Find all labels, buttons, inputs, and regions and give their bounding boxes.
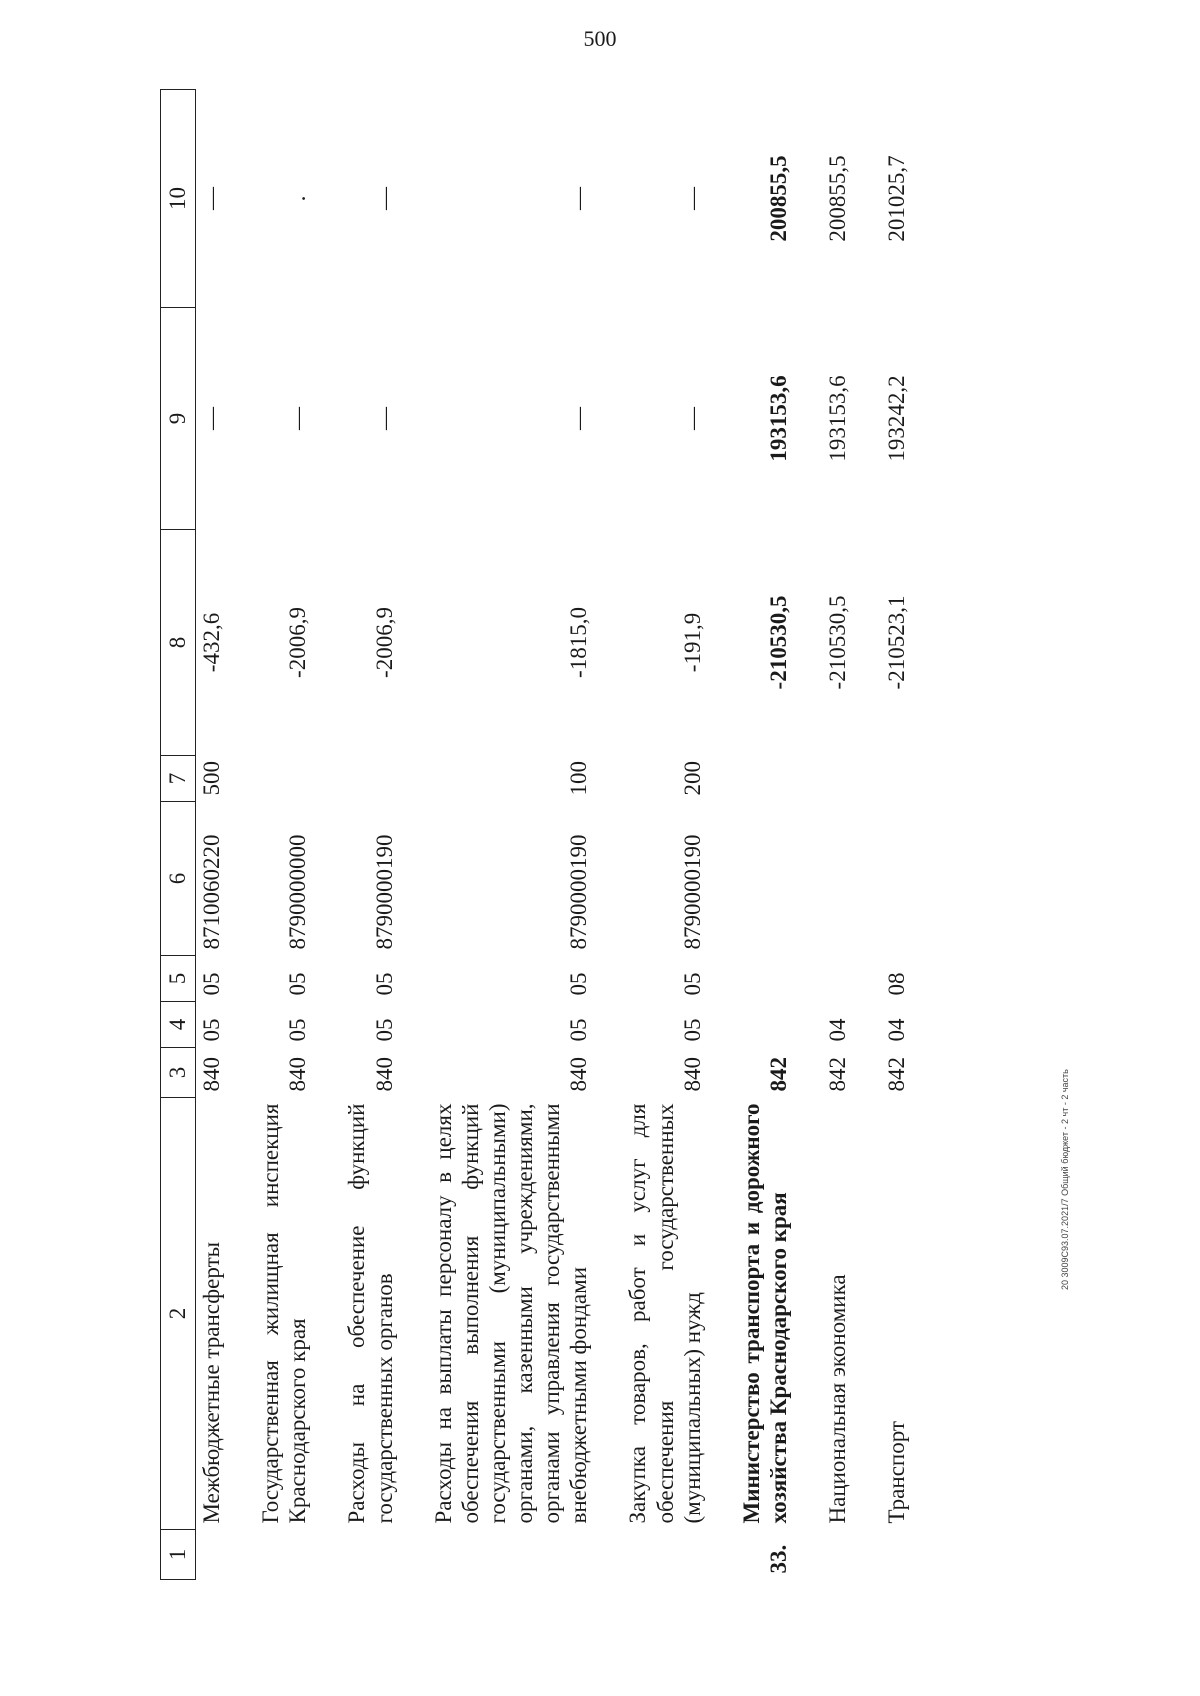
code-ministry: 842 (884, 1057, 910, 1092)
amount-col-9: — (566, 407, 592, 430)
code-target (728, 802, 814, 956)
row-number (873, 1530, 932, 1580)
code-expense-type: 100 (566, 761, 592, 796)
code-ministry: 840 (566, 1057, 592, 1092)
code-target (814, 802, 873, 956)
code-section: 05 (566, 1018, 592, 1042)
code-ministry: 842 (825, 1057, 850, 1092)
table-row (728, 90, 814, 1580)
code-subsection: 08 (884, 972, 910, 996)
rotated-table-container (160, 90, 1160, 1580)
col-header-5: 5 (161, 956, 196, 1002)
col-header-4: 4 (161, 1002, 196, 1048)
table-row (196, 90, 248, 1580)
amount-col-8: -210530,5 (765, 595, 791, 690)
code-target (873, 802, 932, 956)
code-target: 8790000190 (679, 834, 705, 950)
row-name: Министерство транспорта и дорожного хозяйства Краснодарского края (738, 1103, 791, 1524)
col-header-8: 8 (161, 530, 196, 756)
amount-col-10: — (199, 187, 224, 210)
amount-col-9: 193153,6 (765, 375, 791, 462)
col-header-3: 3 (161, 1048, 196, 1098)
row-name: Транспорт (884, 1421, 910, 1524)
code-target: 8790000000 (285, 834, 311, 950)
amount-col-10: 200855,5 (765, 155, 791, 242)
col-header-6: 6 (161, 802, 196, 956)
budget-table (160, 89, 932, 1580)
col-header-1: 1 (161, 1530, 196, 1580)
code-subsection: 05 (285, 972, 311, 996)
code-subsection (728, 956, 814, 1002)
amount-col-8: -210523,1 (884, 595, 910, 690)
code-target: 8710060220 (199, 834, 224, 950)
amount-col-10: — (566, 187, 592, 210)
amount-col-8: -2006,9 (285, 607, 311, 678)
table-row (247, 90, 333, 1580)
row-number (614, 1530, 727, 1580)
header-row (161, 90, 196, 1580)
amount-col-9: — (371, 407, 397, 430)
row-name: Расходы на обеспечение функций государственных органов (344, 1103, 397, 1524)
code-ministry: 840 (199, 1057, 224, 1092)
row-number (814, 1530, 873, 1580)
col-header-7: 7 (161, 756, 196, 802)
code-target: 8790000190 (566, 834, 592, 950)
amount-col-10: — (679, 187, 705, 210)
code-ministry: 840 (285, 1057, 311, 1092)
code-section: 05 (371, 1018, 397, 1042)
row-number (333, 1530, 419, 1580)
page-number: 500 (583, 26, 617, 51)
row-number: 33. (765, 1544, 791, 1574)
code-expense-type (814, 756, 873, 802)
row-name: Государственная жилищная инспекция Краснодарского края (258, 1103, 311, 1524)
code-section: 04 (884, 1018, 910, 1042)
code-expense-type (873, 756, 932, 802)
amount-col-9: 193242,2 (884, 375, 910, 462)
amount-col-10: . (285, 195, 311, 202)
code-target: 8790000190 (371, 834, 397, 950)
code-expense-type (333, 756, 419, 802)
table-row (873, 90, 932, 1580)
code-expense-type (728, 756, 814, 802)
code-subsection: 05 (679, 972, 705, 996)
row-name: Расходы на выплаты персоналу в целях обеспечения выполнения функций государственными (муниципальными) органами, казенными учреждениями, органами управления государственными внебюджетными фондами (430, 1103, 592, 1524)
code-expense-type: 500 (199, 761, 224, 796)
code-ministry: 840 (371, 1057, 397, 1092)
amount-col-8: -2006,9 (371, 607, 397, 678)
code-subsection: 05 (371, 972, 397, 996)
code-section: 05 (199, 1018, 224, 1042)
row-number (420, 1530, 615, 1580)
row-name: Межбюджетные трансферты (199, 1241, 224, 1524)
code-subsection: 05 (199, 972, 224, 996)
amount-col-9: — (199, 407, 224, 430)
row-name: Закупка товаров, работ и услуг для обеспечения государственных (муниципальных) нужд (625, 1103, 705, 1524)
code-subsection: 05 (566, 972, 592, 996)
col-header-10: 10 (161, 90, 196, 308)
row-number (196, 1530, 248, 1580)
row-name: Национальная экономика (825, 1274, 850, 1524)
footer-file-reference: 20 3009С93.07.2021/7 Общий бюджет - 2 чт - 2 часть (1060, 1069, 1070, 1290)
table-row (814, 90, 873, 1580)
amount-col-10: 201025,7 (884, 155, 910, 242)
code-section: 05 (285, 1018, 311, 1042)
code-expense-type: 200 (679, 761, 705, 796)
code-section: 05 (679, 1018, 705, 1042)
code-ministry: 840 (679, 1057, 705, 1092)
code-section (728, 1002, 814, 1048)
table-row (420, 90, 615, 1580)
code-ministry: 842 (765, 1057, 791, 1092)
table-row (333, 90, 419, 1580)
amount-col-8: -210530,5 (825, 595, 850, 690)
amount-col-8: -432,6 (199, 612, 224, 673)
table-row (614, 90, 727, 1580)
col-header-9: 9 (161, 308, 196, 530)
amount-col-9: — (285, 407, 311, 430)
amount-col-9: 193153,6 (825, 375, 850, 462)
col-header-2: 2 (161, 1098, 196, 1530)
code-subsection (814, 956, 873, 1002)
amount-col-9: — (679, 407, 705, 430)
amount-col-8: -191,9 (679, 612, 705, 673)
row-number (247, 1530, 333, 1580)
amount-col-10: 200855,5 (825, 155, 850, 242)
amount-col-8: -1815,0 (566, 607, 592, 678)
code-expense-type (247, 756, 333, 802)
amount-col-10: — (371, 187, 397, 210)
code-section: 04 (825, 1018, 850, 1042)
